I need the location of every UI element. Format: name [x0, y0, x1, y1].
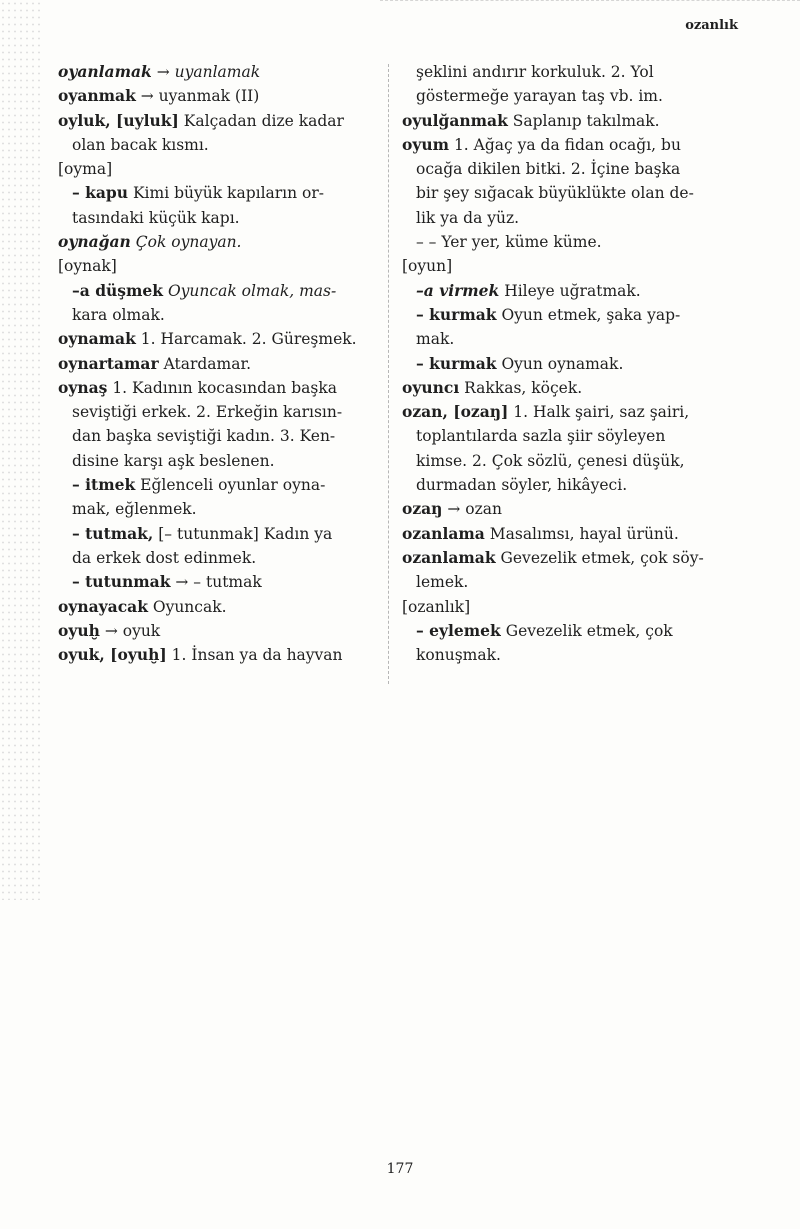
dictionary-line — [58, 352, 383, 376]
dictionary-line — [402, 303, 727, 327]
headword: – itmek — [72, 475, 136, 495]
italic-text: uyanlamak — [174, 63, 261, 81]
dictionary-line — [58, 643, 383, 667]
definition-text: [– tutunmak] Kadın ya — [153, 524, 333, 543]
definition-text: Oyuncak. — [147, 597, 227, 616]
definition-text: Oyun oynamak. — [496, 354, 624, 373]
definition-text: 1. Ağaç ya da fidan ocağı, bu — [449, 135, 681, 154]
dictionary-line — [402, 157, 727, 181]
dictionary-line — [58, 473, 383, 497]
definition-text: ocağa dikilen bitki. 2. İçine başka — [416, 160, 681, 179]
headword: – tutmak, — [72, 523, 154, 543]
definition-text: Eğlenceli oyunlar oyna- — [135, 476, 326, 495]
dictionary-line — [402, 352, 727, 376]
dictionary-line — [58, 327, 383, 351]
scan-edge-noise — [0, 0, 42, 900]
dictionary-line — [402, 254, 727, 278]
dictionary-line — [402, 570, 727, 594]
dictionary-line — [58, 570, 383, 594]
dictionary-line — [402, 424, 727, 448]
dictionary-line — [58, 279, 383, 303]
dictionary-line — [58, 595, 383, 619]
dictionary-line — [402, 449, 727, 473]
dictionary-line — [402, 206, 727, 230]
headword: oyuncı — [402, 377, 460, 397]
definition-text: Kalçadan dize kadar — [178, 111, 344, 130]
dictionary-line — [402, 109, 727, 133]
definition-text: Oyun etmek, şaka yap- — [496, 305, 681, 324]
dictionary-line — [58, 206, 383, 230]
dictionary-line — [58, 109, 383, 133]
column-divider — [388, 64, 389, 684]
headword: oyanmak — [58, 86, 136, 106]
definition-text: → — [151, 63, 175, 81]
dictionary-line — [402, 133, 727, 157]
dictionary-line — [58, 449, 383, 473]
definition-text: → oyuk — [99, 621, 161, 640]
definition-text: bir şey sığacak büyüklükte olan de- — [416, 184, 694, 203]
headword: ozanlama — [402, 523, 485, 543]
definition-text: → ozan — [442, 500, 503, 519]
dictionary-line — [402, 60, 727, 84]
headword: oyulğanmak — [402, 110, 508, 130]
definition-text: seviştiği erkek. 2. Erkeğin karısın- — [72, 403, 343, 422]
definition-text: Masalımsı, hayal ürünü. — [484, 524, 679, 543]
dictionary-line — [402, 181, 727, 205]
dictionary-line — [58, 619, 383, 643]
headword: – kurmak — [416, 304, 497, 324]
definition-text: kimse. 2. Çok sözlü, çenesi düşük, — [416, 451, 685, 470]
definition-text: dan başka seviştiği kadın. 3. Ken- — [72, 427, 336, 446]
definition-text: → – tutmak — [170, 573, 262, 592]
definition-text: – – Yer yer, küme küme. — [416, 233, 602, 252]
definition-text: [oyma] — [58, 160, 113, 179]
dictionary-line — [402, 327, 727, 351]
definition-text: Gevezelik etmek, çok söy- — [495, 548, 704, 567]
definition-text: 1. Harcamak. 2. Güreşmek. — [135, 330, 357, 349]
definition-text: [oynak] — [58, 257, 117, 276]
dictionary-line — [402, 643, 727, 667]
definition-text: kara olmak. — [72, 305, 165, 324]
headword: oynartamar — [58, 353, 159, 373]
headword-italic: –a virmek — [416, 280, 500, 300]
dictionary-line — [58, 497, 383, 521]
dictionary-line — [58, 546, 383, 570]
dictionary-line — [402, 230, 727, 254]
dictionary-line — [58, 60, 383, 84]
definition-text: Gevezelik etmek, çok — [500, 621, 673, 640]
definition-text: 1. Halk şairi, saz şairi, — [508, 403, 690, 422]
dictionary-line — [402, 595, 727, 619]
dictionary-line — [58, 181, 383, 205]
definition-text: Kimi büyük kapıların or- — [128, 184, 325, 203]
dictionary-line — [402, 376, 727, 400]
definition-text: olan bacak kısmı. — [72, 135, 209, 154]
page-number: 177 — [386, 1161, 414, 1177]
headword: – kapu — [72, 183, 129, 203]
definition-text: lemek. — [416, 573, 469, 592]
definition-text: göstermeğe yarayan taş vb. im. — [416, 87, 663, 106]
headword: oynamak — [58, 329, 136, 349]
dictionary-line — [58, 400, 383, 424]
definition-text: konuşmak. — [416, 646, 501, 665]
italic-text: Oyuncak olmak, mas- — [167, 281, 337, 300]
headword: – kurmak — [416, 353, 497, 373]
dictionary-line — [58, 522, 383, 546]
dictionary-line — [58, 303, 383, 327]
definition-text: → uyanmak (II) — [135, 87, 260, 106]
dictionary-line — [58, 157, 383, 181]
definition-text: disine karşı aşk beslenen. — [72, 451, 275, 470]
definition-text: lik ya da yüz. — [416, 208, 520, 227]
dictionary-line — [402, 546, 727, 570]
definition-text: şeklini andırır korkuluk. 2. Yol — [416, 63, 654, 81]
definition-text: mak, eğlenmek. — [72, 500, 197, 519]
definition-text: tasındaki küçük kapı. — [72, 208, 240, 227]
headword: oynaş — [58, 377, 108, 397]
dictionary-line — [58, 84, 383, 108]
definition-text: Saplanıp takılmak. — [507, 111, 660, 130]
definition-text: Rakkas, köçek. — [459, 378, 583, 397]
headword: – tutunmak — [72, 572, 171, 592]
headword: oyum — [402, 134, 450, 154]
dictionary-line — [58, 254, 383, 278]
definition-text: toplantılarda sazla şiir söyleyen — [416, 427, 666, 446]
definition-text: 1. Kadının kocasından başka — [107, 378, 337, 397]
dictionary-line — [402, 279, 727, 303]
headword: oyuḫ — [58, 620, 100, 640]
dictionary-line — [58, 230, 383, 254]
left-column — [58, 60, 383, 667]
dictionary-line — [58, 376, 383, 400]
scan-top-edge — [380, 0, 800, 5]
definition-text: [oyun] — [402, 257, 453, 276]
definition-text: 1. İnsan ya da hayvan — [166, 646, 343, 665]
definition-text: durmadan söyler, hikâyeci. — [416, 476, 628, 495]
headword: oynayacak — [58, 596, 148, 616]
headword: –a düşmek — [72, 280, 164, 300]
headword-italic: oyanlamak — [58, 62, 152, 81]
dictionary-line — [402, 400, 727, 424]
headword: ozan, [ozaŋ] — [402, 402, 509, 422]
dictionary-line — [402, 473, 727, 497]
definition-text: Atardamar. — [158, 354, 252, 373]
dictionary-line — [402, 522, 727, 546]
definition-text: mak. — [416, 330, 455, 349]
definition-text: da erkek dost edinmek. — [72, 548, 257, 567]
headword: ozanlamak — [402, 547, 496, 567]
dictionary-line — [402, 84, 727, 108]
italic-text: Çok oynayan. — [135, 233, 242, 252]
headword: ozaŋ — [402, 499, 443, 519]
dictionary-line — [402, 497, 727, 521]
dictionary-line — [58, 424, 383, 448]
headword: – eylemek — [416, 620, 501, 640]
dictionary-line — [402, 619, 727, 643]
definition-text: Hileye uğratmak. — [499, 281, 641, 300]
running-head: ozanlık — [685, 18, 738, 33]
definition-text: [ozanlık] — [402, 597, 471, 616]
headword: oyluk, [uyluk] — [58, 110, 179, 130]
dictionary-line — [58, 133, 383, 157]
headword: oyuk, [oyuḫ] — [58, 645, 167, 665]
headword-italic: oynağan — [58, 232, 131, 252]
right-column — [402, 60, 727, 667]
